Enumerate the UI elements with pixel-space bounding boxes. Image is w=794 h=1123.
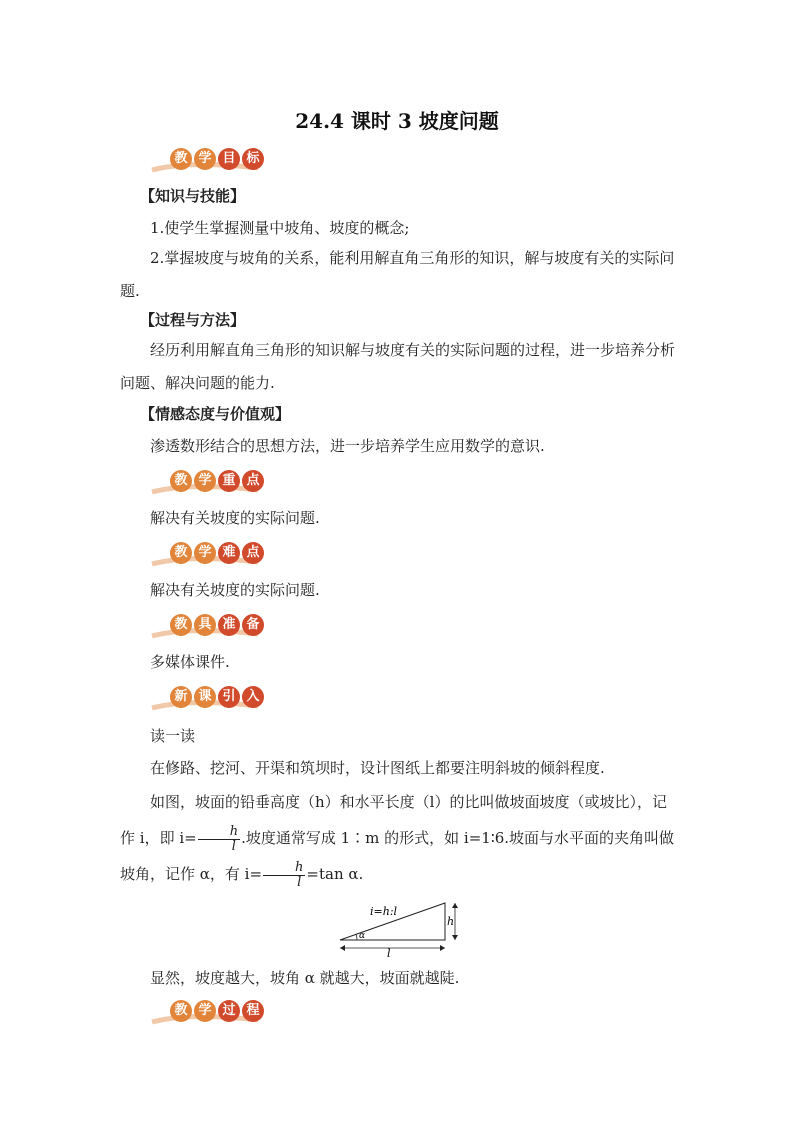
section-badge-goals [150,148,260,174]
key-points-text: 解决有关坡度的实际问题. [150,509,320,527]
section-badge-difficulties [150,542,260,568]
tools-text: 多媒体课件. [150,653,230,671]
badge-char: 教 [170,1000,192,1022]
badge-char: 标 [242,148,264,170]
badge-char: 点 [242,542,264,564]
badge-char: 教 [170,614,192,636]
goals-item-2: 2.掌握坡度与坡角的关系，能利用解直角三角形的知识，解与坡度有关的实际问题. [120,249,675,300]
badge-char: 学 [194,148,216,170]
arrow-down-icon [452,935,458,940]
badge-char: 课 [194,686,216,708]
arrow-right-icon [440,945,445,951]
goals-attitude-text: 渗透数形结合的思想方法，进一步培养学生应用数学的意识. [150,437,545,455]
arrow-up-icon [452,903,458,908]
badge-char: 重 [218,470,240,492]
goals-heading-knowledge: 【知识与技能】 [140,187,246,205]
badge-char: 学 [194,542,216,564]
intro-paragraph-1: 在修路、挖河、开渠和筑坝时，设计图纸上都要注明斜坡的倾斜程度. [150,759,605,777]
angle-label: α [359,931,366,941]
badge-char: 教 [170,148,192,170]
section-badge-process [150,1000,260,1026]
goals-heading-attitude: 【情感态度与价值观】 [140,405,291,423]
slope-diagram [335,895,465,957]
badge-char: 目 [218,148,240,170]
badge-char: 教 [170,470,192,492]
badge-char: 准 [218,614,240,636]
section-badge-tools [150,614,260,640]
intro-paragraph-2 [120,784,680,892]
badge-char: 点 [242,470,264,492]
goals-heading-process: 【过程与方法】 [140,311,246,329]
difficulties-text: 解决有关坡度的实际问题. [150,581,320,599]
intro-read-label: 读一读 [150,727,196,745]
intro-text-part-2: .坡度通常写成 1∶m 的形式，如 i=1∶6.坡面与水平面的夹角叫做坡角，记作 α，有 i= [120,829,675,883]
section-badge-intro [150,686,260,712]
badge-char: 引 [218,686,240,708]
badge-char: 新 [170,686,192,708]
badge-char: 具 [194,614,216,636]
slope-label: i=h:l [370,905,398,918]
badge-char: 程 [242,1000,264,1022]
length-label: l [387,947,391,957]
height-label: h [447,915,455,928]
angle-arc [356,934,357,940]
intro-text-part-1: 如图，坡面的铅垂高度（h）和水平长度（l）的比叫做坡面坡度（或坡比），记作 i，即 i= [120,793,667,847]
page-title: 24.4 课时 3 坡度问题 [295,109,499,133]
goals-item-1: 1.使学生掌握测量中坡角、坡度的概念; [150,219,410,237]
badge-char: 入 [242,686,264,708]
badge-char: 备 [242,614,264,636]
intro-text-part-3: =tan α. [306,865,364,883]
badge-char: 难 [218,542,240,564]
fraction-h-over-l: $\frac{h}{l}$ [198,825,240,854]
badge-char: 学 [194,1000,216,1022]
arrow-left-icon [340,945,345,951]
badge-char: 过 [218,1000,240,1022]
badge-char: 学 [194,470,216,492]
section-badge-key-points [150,470,260,496]
badge-char: 教 [170,542,192,564]
intro-conclusion: 显然，坡度越大，坡角 α 就越大，坡面就越陡. [150,969,460,987]
fraction-h-over-l: $\frac{h}{l}$ [263,861,305,890]
goals-process-text: 经历利用解直角三角形的知识解与坡度有关的实际问题的过程，进一步培养分析问题、解决问题的能力. [120,341,676,392]
